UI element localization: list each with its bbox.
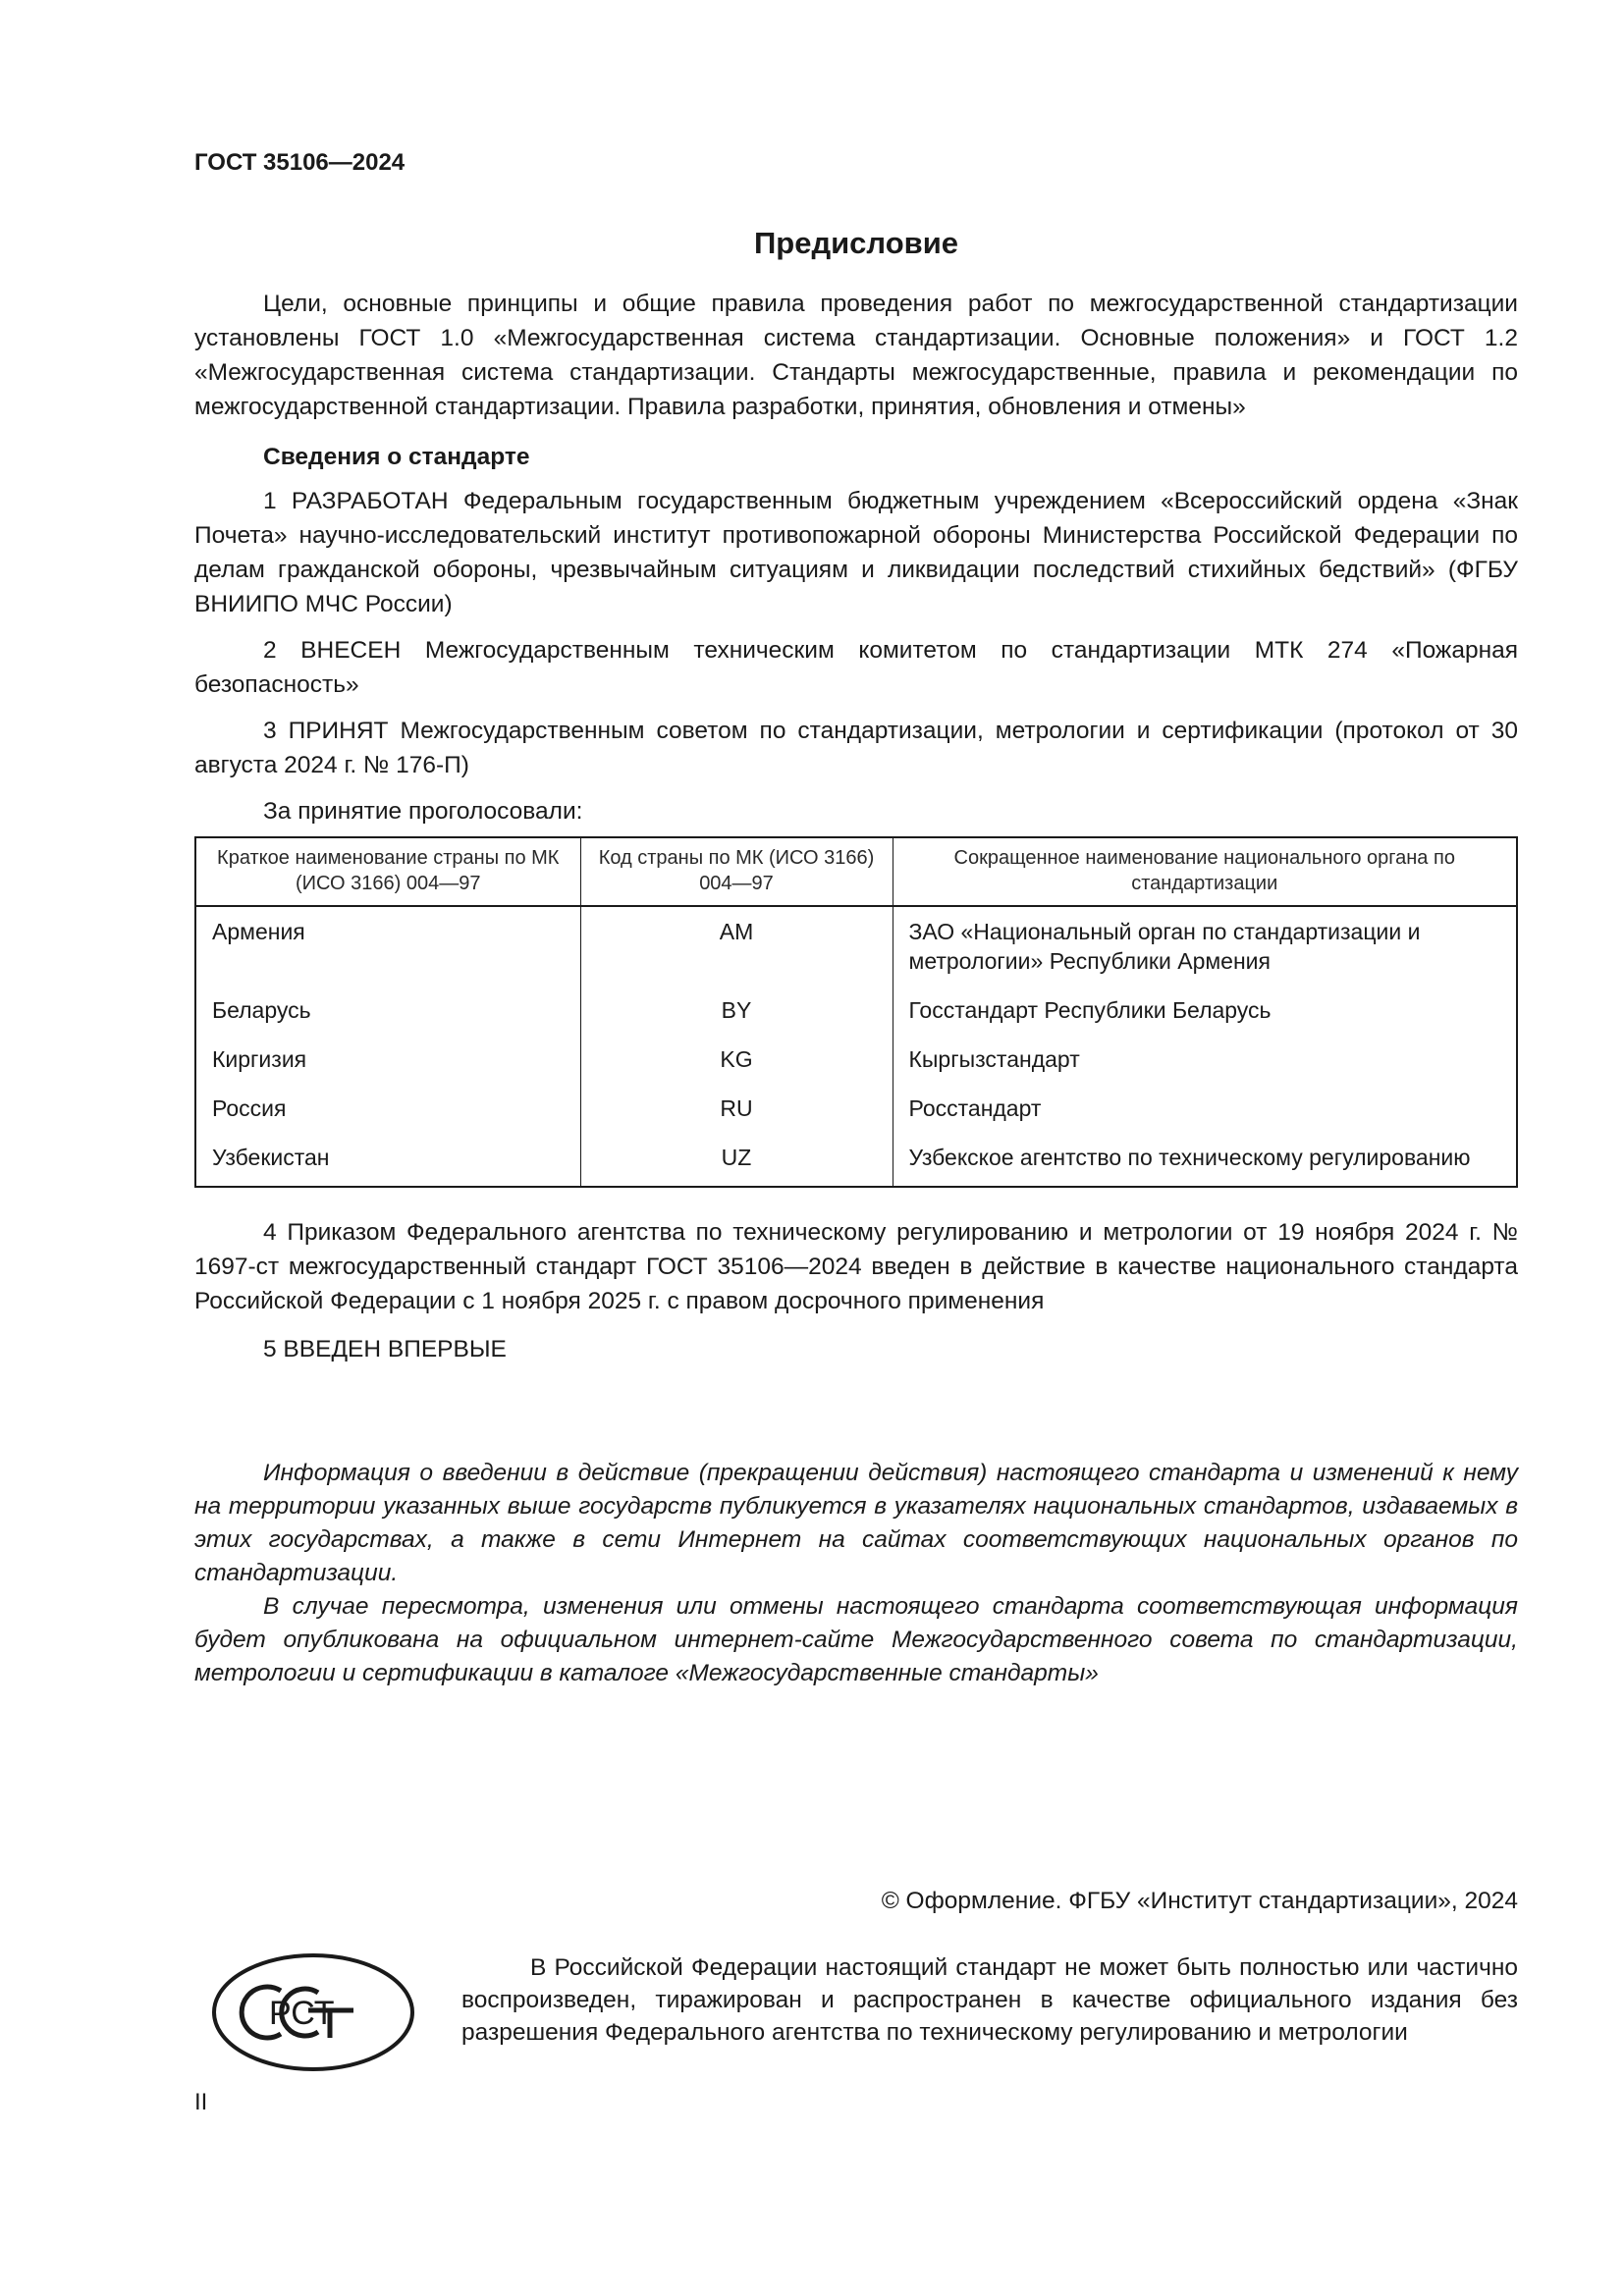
table-row xyxy=(195,986,1517,1035)
notice-paragraph: Информация о введении в действие (прекращении действия) настоящего стандарта и изменений к нему на территории указанных выше государств публикуется в указателях национальных стандартов, издаваемых в этих государствах, а также в сети Интернет на сайтах соответствующих национальных органов по стандартизации. xyxy=(194,1460,1518,1586)
foreword-body xyxy=(194,287,1518,1690)
table-row xyxy=(195,1084,1517,1133)
member-states-table xyxy=(194,836,1518,1188)
publication-notice xyxy=(194,1457,1518,1690)
info-heading: Сведения о стандарте xyxy=(263,444,530,470)
national-body: ЗАО «Национальный орган по стандартизации и метрологии» Республики Армения xyxy=(908,919,1421,974)
national-body: Росстандарт xyxy=(908,1095,1042,1121)
section-title: Предисловие xyxy=(753,226,958,260)
table-header-row xyxy=(195,837,1517,906)
national-body: Кыргызстандарт xyxy=(908,1046,1080,1072)
country-name: Узбекистан xyxy=(195,1133,580,1187)
country-name: Армения xyxy=(195,906,580,986)
national-body: Узбекское агентство по техническому регулированию xyxy=(908,1145,1471,1170)
info-item-enacted: 4 Приказом Федерального агентства по техническому регулированию и метрологии от 19 ноября 2024 г. № 1697-ст межгосударственный стандарт ГОСТ 35106—2024 введен в действие в качестве национального стандарта Российской Федерации с 1 ноября 2025 г. с правом досрочного применения xyxy=(194,1219,1518,1314)
document-code: ГОСТ 35106—2024 xyxy=(194,149,406,176)
country-code: KG xyxy=(580,1035,893,1084)
country-name: Киргизия xyxy=(195,1035,580,1084)
rights-notice xyxy=(461,1951,1518,2049)
notice-paragraph: В случае пересмотра, изменения или отмены настоящего стандарта соответствующая информация будет опубликована на официальном интернет-сайте Межгосударственного совета по стандартизации, метрологии и сертификации в каталоге «Межгосударственные стандарты» xyxy=(194,1593,1518,1686)
intro-paragraph: Цели, основные принципы и общие правила проведения работ по межгосударственной стандартизации установлены ГОСТ 1.0 «Межгосударственная система стандартизации. Основные положения» и ГОСТ 1.2 «Межгосударственная система стандартизации. Стандарты межгосударственные, правила и рекомендации по межгосударственной стандартизации. Правила разработки, принятия, обновления и отмены» xyxy=(194,291,1518,420)
table-row xyxy=(195,1133,1517,1187)
gost-r-mark-icon xyxy=(210,1951,416,2073)
country-name: Россия xyxy=(195,1084,580,1133)
table-row xyxy=(195,906,1517,986)
header-national-body: Сокращенное наименование национального органа по стандартизации xyxy=(893,837,1517,906)
info-item-first-introduced: 5 ВВЕДЕН ВПЕРВЫЕ xyxy=(263,1336,507,1362)
country-code: BY xyxy=(580,986,893,1035)
country-code: UZ xyxy=(580,1133,893,1187)
country-code: AM xyxy=(580,906,893,986)
national-body: Госстандарт Республики Беларусь xyxy=(908,997,1272,1023)
info-item-submitted: 2 ВНЕСЕН Межгосударственным техническим комитетом по стандартизации МТК 274 «Пожарная безопасность» xyxy=(194,637,1518,698)
header-country-code: Код страны по МК (ИСО 3166) 004—97 xyxy=(580,837,893,906)
info-item-adopted: 3 ПРИНЯТ Межгосударственным советом по стандартизации, метрологии и сертификации (протокол от 30 августа 2024 г. № 176-П) xyxy=(194,718,1518,778)
rights-paragraph: В Российской Федерации настоящий стандарт не может быть полностью или частично воспроизведен, тиражирован и распространен в качестве официального издания без разрешения Федерального агентства по техническому регулированию и метрологии xyxy=(461,1954,1518,2046)
country-code: RU xyxy=(580,1084,893,1133)
page-number: II xyxy=(194,2089,208,2115)
table-row xyxy=(195,1035,1517,1084)
info-item-developed: 1 РАЗРАБОТАН Федеральным государственным бюджетным учреждением «Всероссийский ордена «Знак Почета» научно-исследовательский институт противопожарной обороны Министерства Российской Федерации по делам гражданской обороны, чрезвычайным ситуациям и ликвидации последствий стихийных бедствий» (ФГБУ ВНИИПО МЧС России) xyxy=(194,488,1518,617)
vote-label: За принятие проголосовали: xyxy=(263,798,583,825)
country-name: Беларусь xyxy=(195,986,580,1035)
svg-text:РСТ: РСТ xyxy=(269,1995,335,2032)
copyright-line: © Оформление. ФГБУ «Институт стандартизации», 2024 xyxy=(881,1888,1518,1914)
header-country-name: Краткое наименование страны по МК (ИСО 3166) 004—97 xyxy=(195,837,580,906)
